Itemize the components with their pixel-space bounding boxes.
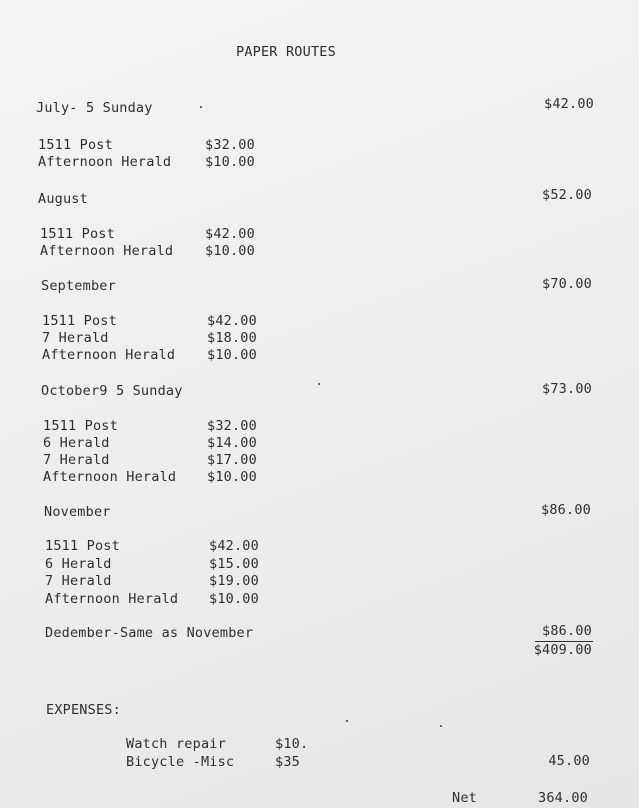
item-amount: $10.00 xyxy=(205,243,255,259)
month-label: November xyxy=(44,504,111,520)
expense-amount: $35 xyxy=(275,754,300,770)
item-name: 1511 Post xyxy=(43,418,118,434)
item-name: 6 Herald xyxy=(43,435,110,451)
item-name: 1511 Post xyxy=(45,538,120,554)
grand-total: $409.00 xyxy=(533,642,592,658)
ink-speck xyxy=(318,383,320,385)
item-name: Afternoon Herald xyxy=(42,347,176,363)
item-amount: $14.00 xyxy=(207,435,257,451)
item-amount: $42.00 xyxy=(205,226,255,242)
expense-name: Bicycle -Misc xyxy=(126,754,235,770)
ink-speck xyxy=(440,725,442,727)
item-amount: $42.00 xyxy=(209,538,259,554)
month-label: September xyxy=(41,278,116,294)
item-name: 1511 Post xyxy=(38,137,113,153)
item-name: Afternoon Herald xyxy=(40,243,174,259)
month-total: $52.00 xyxy=(542,187,592,203)
item-name: 1511 Post xyxy=(40,226,115,242)
month-label: October9 5 Sunday xyxy=(41,383,183,399)
month-label: Dedember-Same as November xyxy=(45,625,254,641)
expense-amount: $10. xyxy=(275,736,309,752)
month-label: August xyxy=(38,191,88,207)
item-name: Afternoon Herald xyxy=(45,591,179,607)
net-value: 364.00 xyxy=(538,790,588,806)
item-amount: $19.00 xyxy=(209,573,259,589)
item-name: Afternoon Herald xyxy=(43,469,177,485)
item-amount: $17.00 xyxy=(207,452,257,468)
month-total: $73.00 xyxy=(542,381,592,397)
item-name: Afternoon Herald xyxy=(38,154,172,170)
net-label: Net xyxy=(452,790,477,806)
expenses-total: 45.00 xyxy=(548,753,590,769)
item-name: 7 Herald xyxy=(45,573,112,589)
item-name: 6 Herald xyxy=(45,556,112,572)
expense-name: Watch repair xyxy=(126,736,226,752)
item-name: 7 Herald xyxy=(42,330,109,346)
expenses-heading: EXPENSES: xyxy=(46,702,121,718)
item-amount: $32.00 xyxy=(205,137,255,153)
month-total: $86.00 xyxy=(542,623,592,639)
item-amount: $10.00 xyxy=(207,469,257,485)
item-amount: $32.00 xyxy=(207,418,257,434)
ink-speck xyxy=(200,106,202,108)
document-title: PAPER ROUTES xyxy=(236,44,336,60)
item-amount: $18.00 xyxy=(207,330,257,346)
item-amount: $10.00 xyxy=(207,347,257,363)
item-amount: $42.00 xyxy=(207,313,257,329)
item-name: 7 Herald xyxy=(43,452,110,468)
item-amount: $10.00 xyxy=(205,154,255,170)
item-name: 1511 Post xyxy=(42,313,117,329)
item-amount: $15.00 xyxy=(209,556,259,572)
month-label: July- 5 Sunday xyxy=(36,100,153,116)
month-total: $42.00 xyxy=(544,96,594,112)
month-total: $86.00 xyxy=(541,502,591,518)
item-amount: $10.00 xyxy=(209,591,259,607)
month-total: $70.00 xyxy=(542,276,592,292)
ink-speck xyxy=(346,720,348,722)
